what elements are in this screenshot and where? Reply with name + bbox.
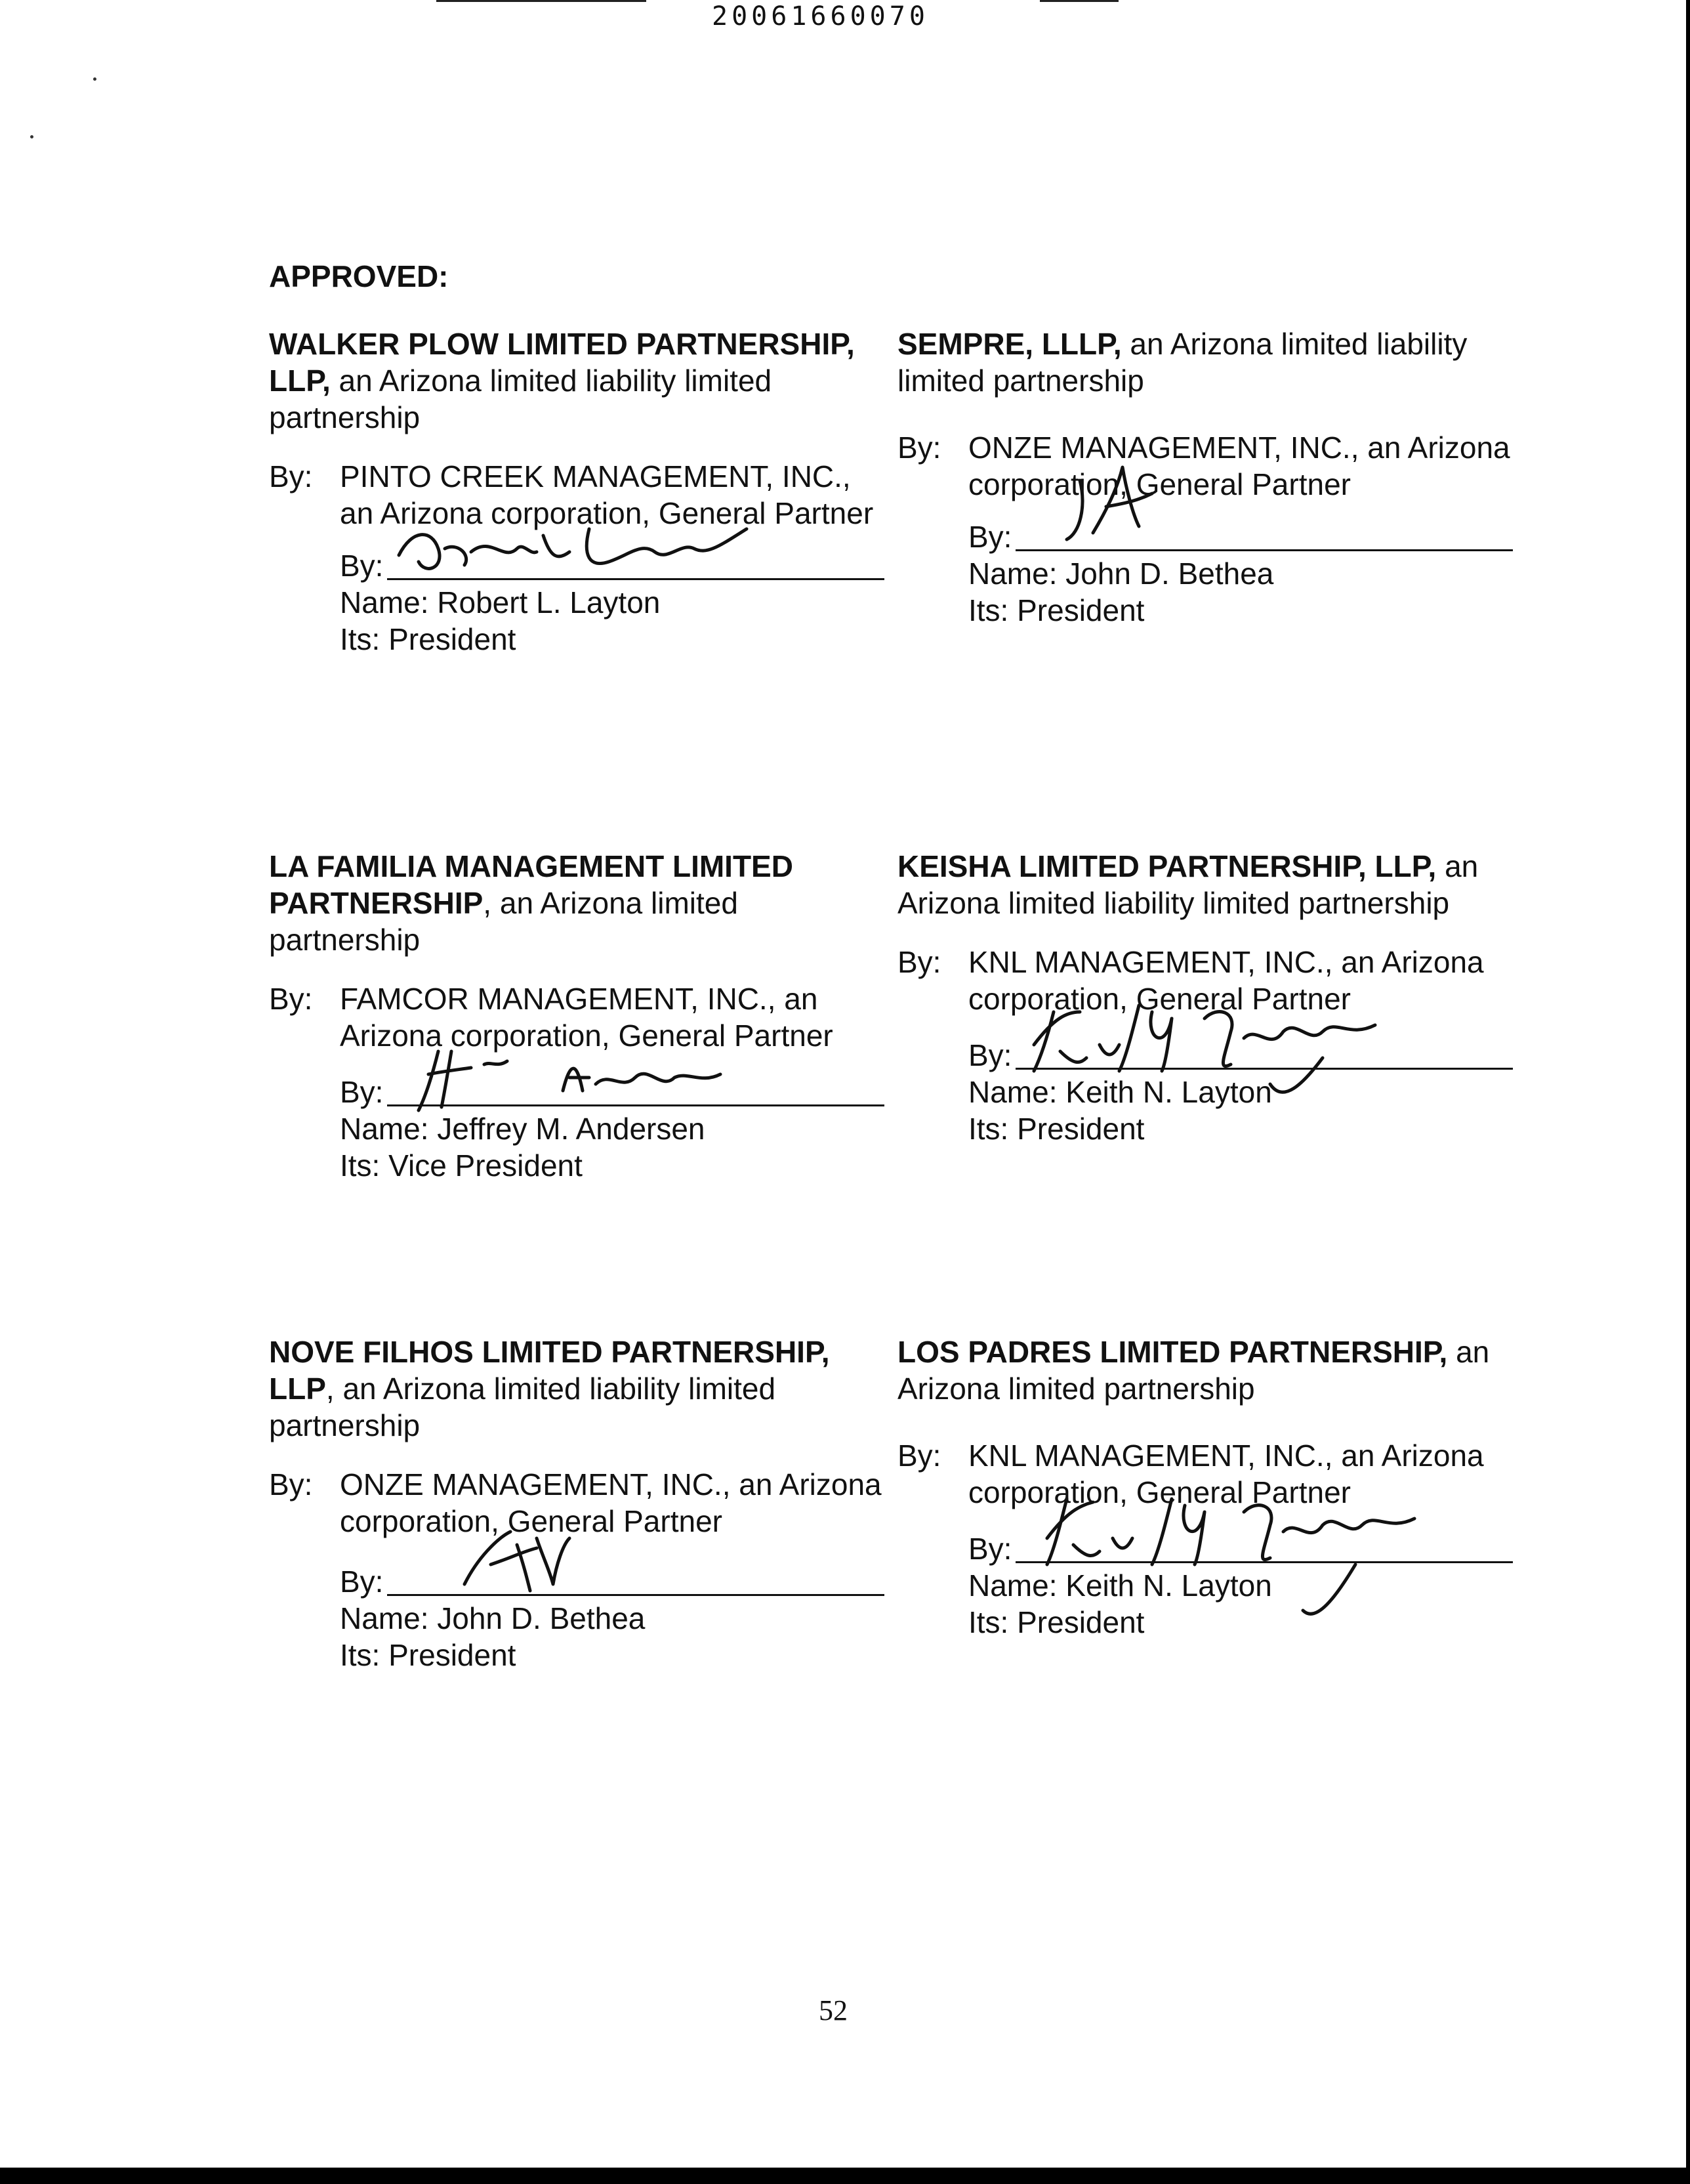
signer-name: Name: Jeffrey M. Andersen — [340, 1112, 705, 1146]
signature-by-label: By: — [968, 520, 1012, 554]
signer-title: Its: President — [340, 1638, 516, 1672]
signature-line — [968, 1525, 1513, 1567]
top-rule-right — [1040, 0, 1119, 2]
by-label: By: — [897, 430, 941, 465]
general-partner-text: ONZE MANAGEMENT, INC., an Arizona corporation, General Partner — [340, 1467, 882, 1538]
signer-title: Its: President — [968, 1112, 1145, 1146]
general-partner-text: KNL MANAGEMENT, INC., an Arizona corporation, General Partner — [968, 945, 1484, 1016]
by-label: By: — [269, 982, 313, 1016]
by-label: By: — [897, 1438, 941, 1473]
by-label: By: — [269, 459, 313, 494]
handwritten-signature — [392, 516, 760, 588]
signature-line — [340, 1068, 884, 1110]
handwritten-signature — [451, 1519, 583, 1610]
signature-line — [340, 1558, 884, 1600]
scan-edge-right — [1686, 0, 1690, 2168]
signer-name: Name: Keith N. Layton — [968, 1075, 1272, 1109]
scan-speck — [30, 135, 33, 138]
signature-block — [897, 1334, 1521, 1641]
scan-edge-bottom — [0, 2168, 1690, 2184]
signer-name: Name: Keith N. Layton — [968, 1568, 1272, 1603]
handwritten-signature — [1054, 461, 1185, 553]
signature-block — [897, 326, 1521, 629]
general-partner-text: FAMCOR MANAGEMENT, INC., an Arizona corporation, General Partner — [340, 982, 833, 1053]
general-partner-text: KNL MANAGEMENT, INC., an Arizona corporation, General Partner — [968, 1438, 1484, 1509]
entity-name: KEISHA LIMITED PARTNERSHIP, LLP, an Arizona limited liability limited partnership — [897, 849, 1479, 920]
approved-heading: APPROVED: — [269, 259, 449, 293]
handwritten-signature — [412, 1045, 740, 1117]
entity-name: LOS PADRES LIMITED PARTNERSHIP, an Arizona limited partnership — [897, 1335, 1490, 1406]
signer-title: Its: President — [968, 593, 1145, 627]
signature-by-label: By: — [968, 1532, 1012, 1566]
signer-title: Its: Vice President — [340, 1148, 583, 1183]
handwritten-signature — [1027, 1486, 1434, 1630]
signer-name: Name: John D. Bethea — [340, 1601, 646, 1635]
general-partner-text: ONZE MANAGEMENT, INC., an Arizona corporation, General Partner — [968, 430, 1510, 501]
signature-block — [269, 848, 886, 1184]
signer-title: Its: President — [340, 622, 516, 656]
general-partner-text: PINTO CREEK MANAGEMENT, INC., an Arizona corporation, General Partner — [340, 459, 874, 530]
scan-speck — [93, 77, 96, 81]
signature-by-label: By: — [968, 1038, 1012, 1072]
signature-line — [968, 513, 1513, 555]
signature-block — [269, 1334, 886, 1673]
signature-by-label: By: — [340, 1564, 384, 1599]
signature-by-label: By: — [340, 1075, 384, 1109]
signature-block — [897, 848, 1521, 1147]
signature-line — [340, 542, 884, 584]
signature-line — [968, 1032, 1513, 1074]
general-partner-row — [897, 429, 1521, 503]
page-number: 52 — [819, 1994, 848, 2026]
by-label: By: — [897, 945, 941, 979]
entity-name: LA FAMILIA MANAGEMENT LIMITED PARTNERSHIP, an Arizona limited partnership — [269, 849, 793, 957]
signature-by-label: By: — [340, 549, 384, 583]
document-number: 20061660070 — [712, 1, 929, 32]
signer-title: Its: President — [968, 1605, 1145, 1639]
signature-block — [269, 326, 886, 658]
entity-name: WALKER PLOW LIMITED PARTNERSHIP, LLP, an Arizona limited liability limited partnership — [269, 327, 855, 434]
entity-name: NOVE FILHOS LIMITED PARTNERSHIP, LLP, an Arizona limited liability limited partnership — [269, 1335, 830, 1442]
general-partner-row — [269, 980, 886, 1054]
signer-name: Name: Robert L. Layton — [340, 585, 661, 620]
top-rule-left — [436, 0, 646, 2]
signer-name: Name: John D. Bethea — [968, 556, 1274, 591]
handwritten-signature — [1021, 992, 1414, 1124]
entity-name: SEMPRE, LLLP, an Arizona limited liability limited partnership — [897, 327, 1468, 398]
by-label: By: — [269, 1467, 313, 1502]
